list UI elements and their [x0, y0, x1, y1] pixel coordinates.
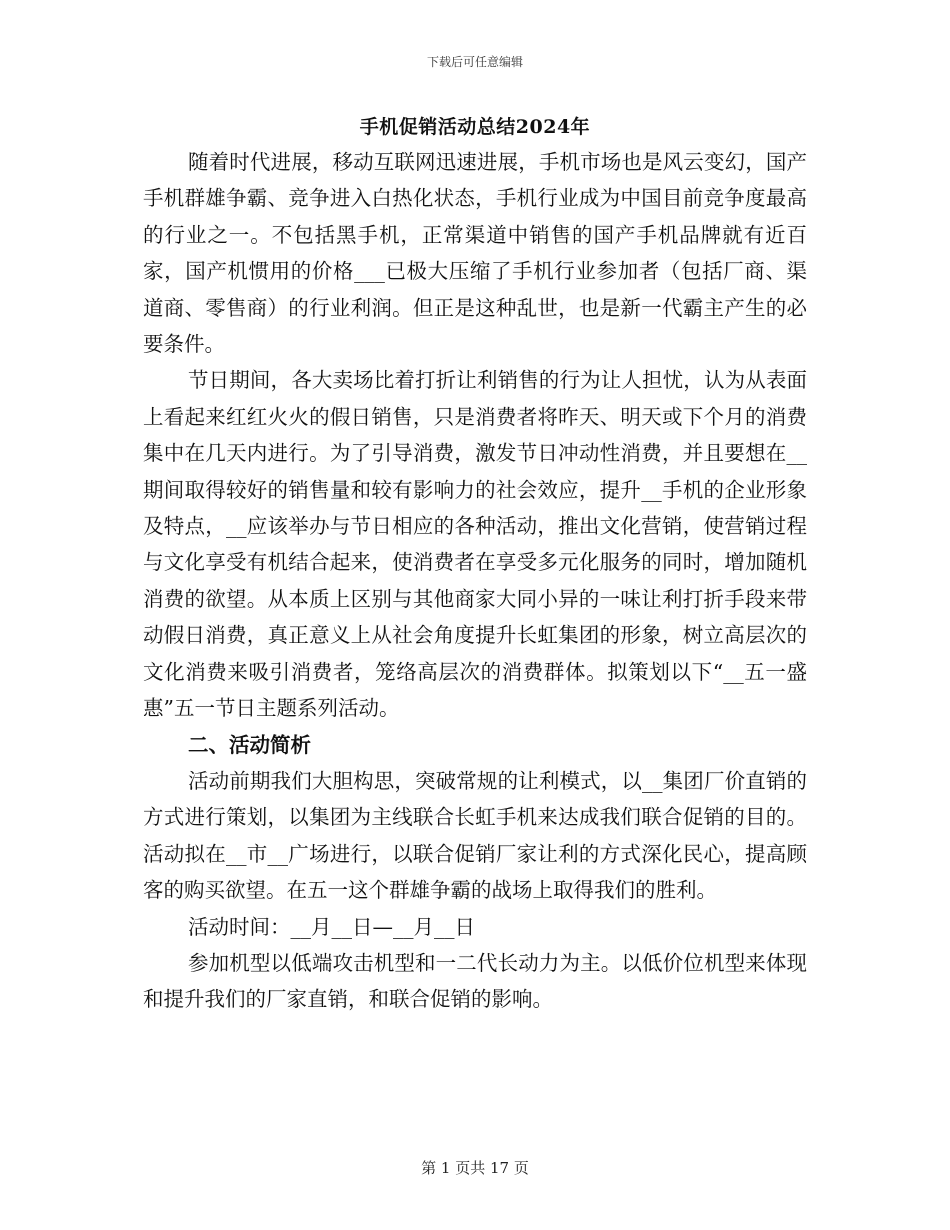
- activity-time-line: 活动时间：__月__日—__月__日: [188, 914, 475, 939]
- document-title: 手机促销活动总结2024年: [359, 116, 591, 138]
- section-paragraph-1: 活动前期我们大胆构思，突破常规的让利模式，以__集团厂价直销的方式进行策划，以集团为主线联合长虹手机来达成我们联合促销的目的。活动拟在__市__广场进行，以联合促销厂家让利的方式深化民心，提高顾客的购买欲望。在五一这个群雄争霸的战场上取得我们的胜利。: [143, 768, 807, 903]
- section-paragraph-3: 参加机型以低端攻击机型和一二代长动力为主。以低价位机型来体现和提升我们的厂家直销，和联合促销的影响。: [143, 950, 807, 1012]
- intro-paragraph-2: 节日期间，各大卖场比着打折让利销售的行为让人担忧，认为从表面上看起来红红火火的假日销售，只是消费者将昨天、明天或下个月的消费集中在几天内进行。为了引导消费，激发节日冲动性消费，并且要想在__期间取得较好的销售量和较有影响力的社会效应，提升__手机的企业形象及特点，__应该举办与节日相应的各种活动，推出文化营销，使营销过程与文化享受有机结合起来，使消费者在享受多元化服务的同时，增加随机消费的欲望。从本质上区别与其他商家大同小异的一味让利打折手段来带动假日消费，真正意义上从社会角度提升长虹集团的形象，树立高层次的文化消费来吸引消费者，笼络高层次的消费群体。拟策划以下“__五一盛惠”五一节日主题系列活动。: [143, 368, 807, 721]
- page-header-note: 下载后可任意编辑: [426, 55, 523, 69]
- intro-paragraph-1: 随着时代进展，移动互联网迅速进展，手机市场也是风云变幻，国产手机群雄争霸、竞争进入白热化状态，手机行业成为中国目前竞争度最高的行业之一。不包括黑手机，正常渠道中销售的国产手机品牌就有近百家，国产机惯用的价格___已极大压缩了手机行业参加者（包括厂商、渠道商、零售商）的行业利润。但正是这种乱世，也是新一代霸主产生的必要条件。: [143, 150, 807, 357]
- page-number: 第 1 页共 17 页: [421, 1159, 529, 1177]
- document-body: [143, 144, 807, 1018]
- section-heading: 二、活动简析: [188, 732, 311, 757]
